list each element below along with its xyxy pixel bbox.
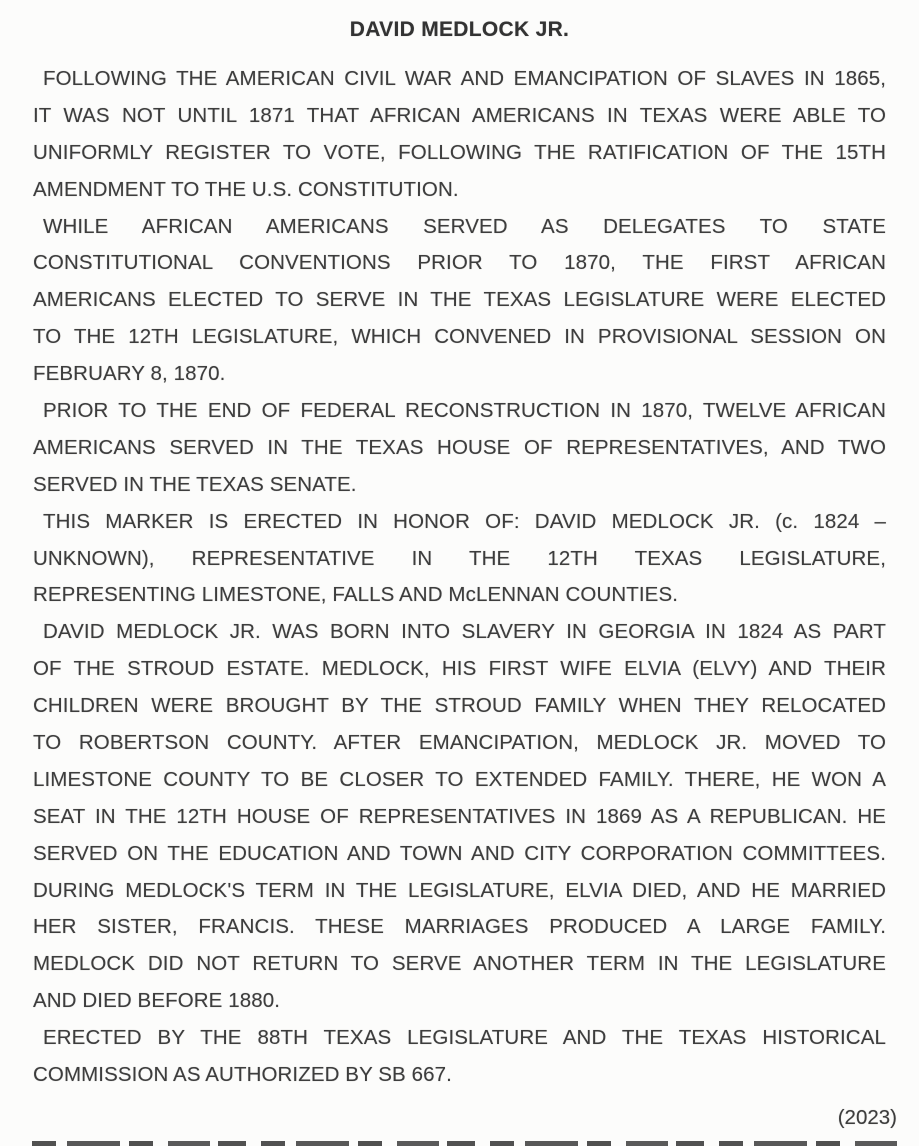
text-line: HER SISTER, FRANCIS. THESE MARRIAGES PRODUCED A LARGE FAMILY. — [33, 915, 886, 939]
text-line: WHILE AFRICAN AMERICANS SERVED AS DELEGATES TO STATE — [43, 214, 886, 238]
text-line: DURING MEDLOCK'S TERM IN THE LEGISLATURE, ELVIA DIED, AND HE MARRIED — [33, 878, 886, 902]
text-line: REPRESENTING LIMESTONE, FALLS AND McLENNAN COUNTIES. — [33, 583, 679, 607]
text-line: TO ROBERTSON COUNTY. AFTER EMANCIPATION, MEDLOCK JR. MOVED TO — [33, 731, 886, 755]
text-line: THIS MARKER IS ERECTED IN HONOR OF: DAVID MEDLOCK JR. (c. 1824 – — [43, 509, 886, 533]
text-line: UNKNOWN), REPRESENTATIVE IN THE 12TH TEXAS LEGISLATURE, — [33, 546, 886, 570]
cutoff-text-artifact — [32, 1141, 903, 1146]
text-line: ERECTED BY THE 88TH TEXAS LEGISLATURE AND THE TEXAS HISTORICAL — [43, 1026, 886, 1050]
text-line: AND DIED BEFORE 1880. — [33, 989, 281, 1013]
text-line: FEBRUARY 8, 1870. — [33, 362, 226, 386]
paragraph — [33, 504, 886, 615]
paragraph — [33, 61, 886, 209]
paragraph — [33, 209, 886, 393]
text-line: AMENDMENT TO THE U.S. CONSTITUTION. — [33, 177, 459, 201]
text-line: SERVED IN THE TEXAS SENATE. — [33, 472, 357, 496]
text-line: OF THE STROUD ESTATE. MEDLOCK, HIS FIRST WIFE ELVIA (ELVY) AND THEIR — [33, 657, 886, 681]
text-line: COMMISSION AS AUTHORIZED BY SB 667. — [33, 1063, 452, 1087]
text-line: MEDLOCK DID NOT RETURN TO SERVE ANOTHER TERM IN THE LEGISLATURE — [33, 952, 886, 976]
paragraph — [33, 614, 886, 1020]
text-line: SERVED ON THE EDUCATION AND TOWN AND CITY CORPORATION COMMITTEES. — [33, 841, 886, 865]
text-line: CHILDREN WERE BROUGHT BY THE STROUD FAMILY WHEN THEY RELOCATED — [33, 694, 886, 718]
paragraph — [33, 1020, 886, 1094]
text-line: FOLLOWING THE AMERICAN CIVIL WAR AND EMANCIPATION OF SLAVES IN 1865, — [43, 67, 886, 90]
year-note: (2023) — [837, 1105, 897, 1129]
text-line: PRIOR TO THE END OF FEDERAL RECONSTRUCTION IN 1870, TWELVE AFRICAN — [43, 399, 886, 423]
text-line: UNIFORMLY REGISTER TO VOTE, FOLLOWING THE RATIFICATION OF THE 15TH — [33, 140, 886, 164]
text-line: AMERICANS SERVED IN THE TEXAS HOUSE OF REPRESENTATIVES, AND TWO — [33, 435, 886, 459]
paragraph — [33, 393, 886, 504]
text-line: CONSTITUTIONAL CONVENTIONS PRIOR TO 1870, THE FIRST AFRICAN — [33, 251, 886, 275]
paragraphs — [33, 61, 886, 1094]
text-line: DAVID MEDLOCK JR. WAS BORN INTO SLAVERY IN GEORGIA IN 1824 AS PART — [43, 620, 886, 644]
text-line: AMERICANS ELECTED TO SERVE IN THE TEXAS LEGISLATURE WERE ELECTED — [33, 288, 886, 312]
text-line: IT WAS NOT UNTIL 1871 THAT AFRICAN AMERICANS IN TEXAS WERE ABLE TO — [33, 103, 886, 127]
text-line: TO THE 12TH LEGISLATURE, WHICH CONVENED IN PROVISIONAL SESSION ON — [33, 325, 886, 349]
text-line: SEAT IN THE 12TH HOUSE OF REPRESENTATIVES IN 1869 AS A REPUBLICAN. HE — [33, 804, 886, 828]
page-title: DAVID MEDLOCK JR. — [349, 18, 570, 41]
text-line: LIMESTONE COUNTY TO BE CLOSER TO EXTENDED FAMILY. THERE, HE WON A — [33, 767, 886, 791]
